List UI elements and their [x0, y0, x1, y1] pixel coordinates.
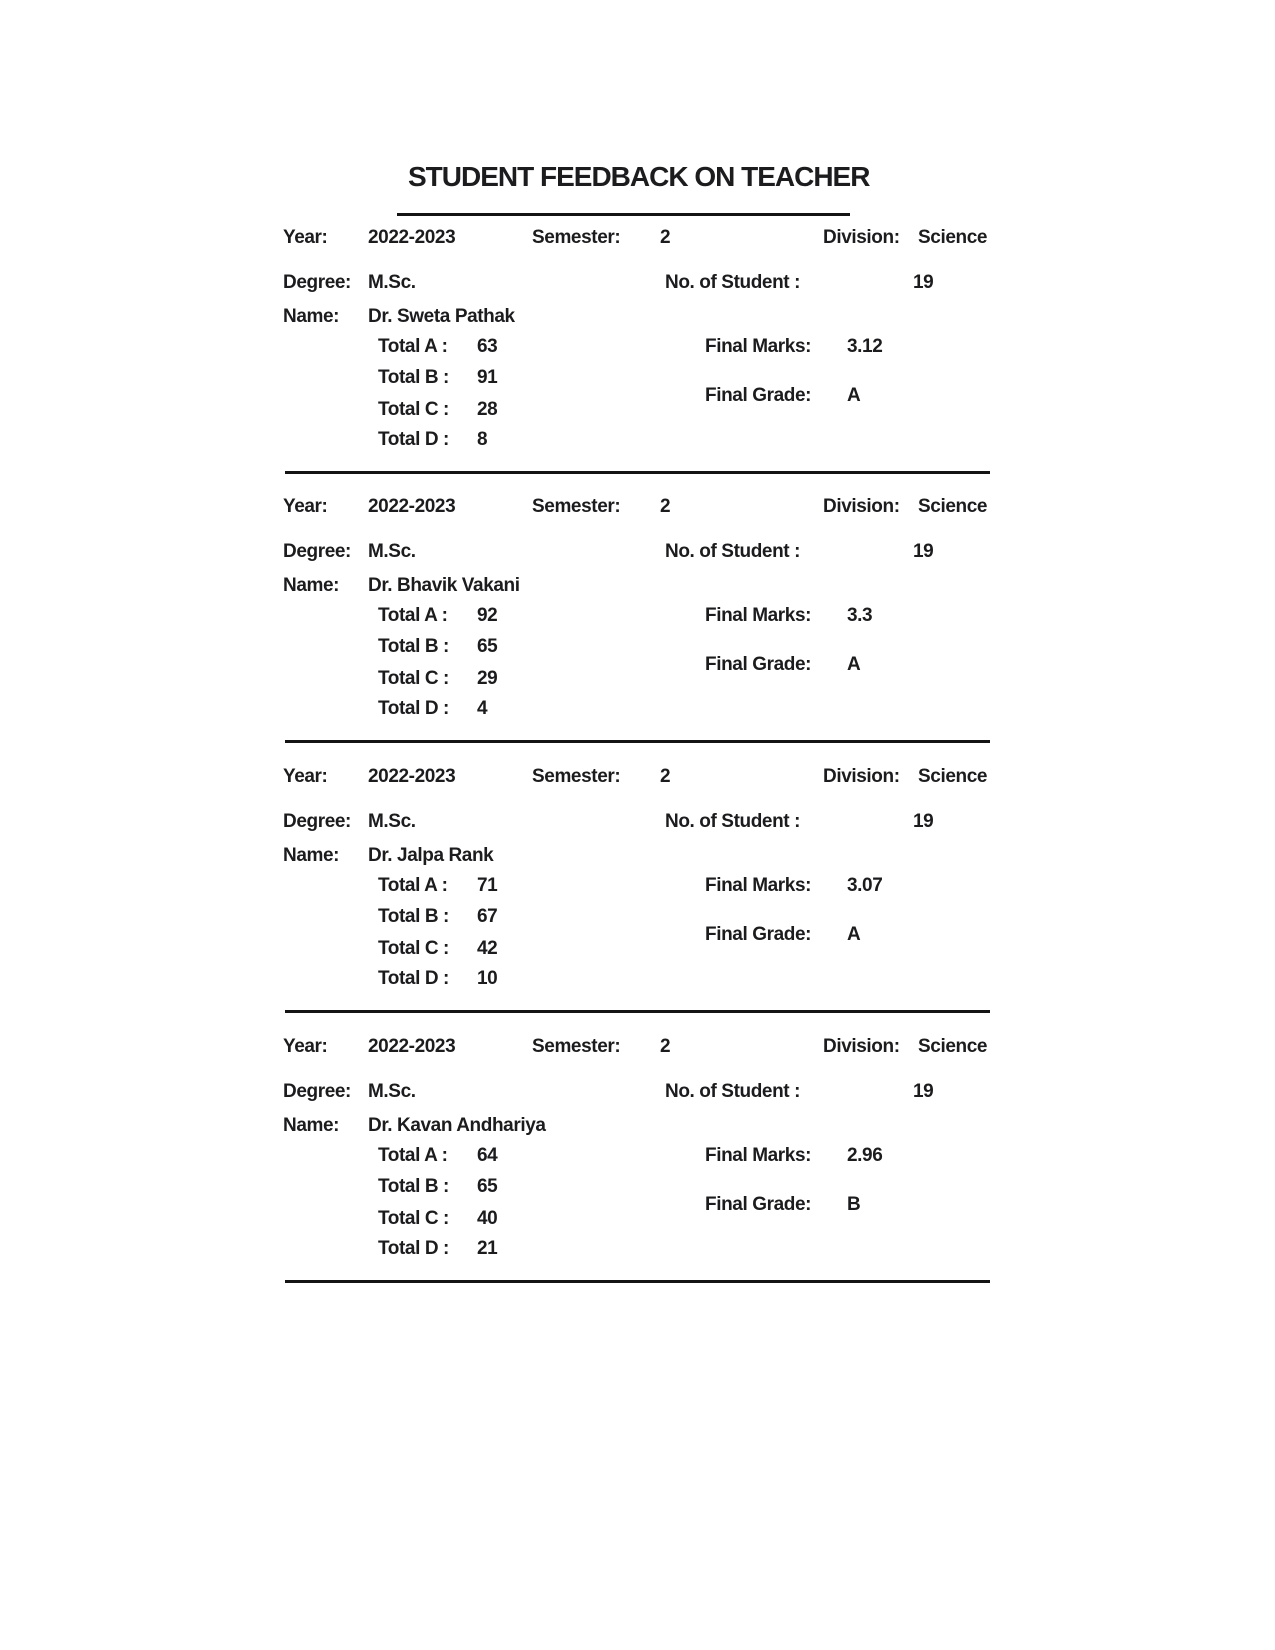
final-marks-value: 3.3 [847, 605, 873, 626]
total-d-value: 4 [477, 698, 488, 719]
year-label: Year: [283, 496, 328, 517]
total-c-value: 29 [477, 668, 498, 689]
degree-label: Degree: [283, 541, 351, 562]
teacher-feedback-section [0, 228, 1275, 474]
section-divider [285, 471, 990, 474]
total-c-label: Total C : [378, 399, 449, 420]
final-marks-label: Final Marks: [705, 605, 812, 626]
name-label: Name: [283, 575, 340, 596]
total-a-label: Total A : [378, 605, 448, 626]
name-label: Name: [283, 845, 340, 866]
division-value: Science [918, 227, 988, 248]
student-count-label: No. of Student : [665, 811, 801, 832]
final-grade-label: Final Grade: [705, 924, 812, 945]
final-grade-value: A [847, 654, 861, 675]
final-grade-label: Final Grade: [705, 654, 812, 675]
semester-value: 2 [660, 1036, 671, 1057]
name-label: Name: [283, 306, 340, 327]
final-marks-value: 2.96 [847, 1145, 883, 1166]
final-grade-label: Final Grade: [705, 385, 812, 406]
student-count-value: 19 [913, 811, 934, 832]
name-label: Name: [283, 1115, 340, 1136]
division-label: Division: [823, 766, 900, 787]
division-label: Division: [823, 496, 900, 517]
total-b-value: 67 [477, 906, 498, 927]
degree-value: M.Sc. [368, 1081, 416, 1102]
final-marks-value: 3.12 [847, 336, 883, 357]
degree-label: Degree: [283, 1081, 351, 1102]
degree-label: Degree: [283, 811, 351, 832]
year-value: 2022-2023 [368, 1036, 456, 1057]
total-d-label: Total D : [378, 429, 449, 450]
total-a-value: 63 [477, 336, 498, 357]
semester-label: Semester: [532, 1036, 621, 1057]
total-d-value: 10 [477, 968, 498, 989]
student-count-label: No. of Student : [665, 1081, 801, 1102]
year-value: 2022-2023 [368, 766, 456, 787]
total-d-value: 21 [477, 1238, 498, 1259]
total-c-value: 28 [477, 399, 498, 420]
total-d-label: Total D : [378, 698, 449, 719]
section-divider [285, 1280, 990, 1283]
teacher-name: Dr. Bhavik Vakani [368, 575, 520, 596]
total-d-label: Total D : [378, 1238, 449, 1259]
total-a-label: Total A : [378, 875, 448, 896]
section-divider [285, 740, 990, 743]
final-grade-value: A [847, 385, 861, 406]
semester-value: 2 [660, 496, 671, 517]
total-b-label: Total B : [378, 1176, 449, 1197]
total-b-value: 65 [477, 1176, 498, 1197]
degree-value: M.Sc. [368, 541, 416, 562]
total-b-value: 91 [477, 367, 498, 388]
total-a-value: 71 [477, 875, 498, 896]
year-value: 2022-2023 [368, 227, 456, 248]
total-a-value: 64 [477, 1145, 498, 1166]
student-count-label: No. of Student : [665, 541, 801, 562]
year-label: Year: [283, 766, 328, 787]
semester-value: 2 [660, 227, 671, 248]
total-c-value: 40 [477, 1208, 498, 1229]
final-grade-value: B [847, 1194, 861, 1215]
final-marks-label: Final Marks: [705, 875, 812, 896]
total-c-label: Total C : [378, 938, 449, 959]
degree-label: Degree: [283, 272, 351, 293]
page-title: STUDENT FEEDBACK ON TEACHER [408, 161, 870, 192]
semester-label: Semester: [532, 496, 621, 517]
final-marks-value: 3.07 [847, 875, 883, 896]
teacher-name: Dr. Kavan Andhariya [368, 1115, 546, 1136]
degree-value: M.Sc. [368, 272, 416, 293]
total-c-label: Total C : [378, 1208, 449, 1229]
total-c-label: Total C : [378, 668, 449, 689]
student-count-label: No. of Student : [665, 272, 801, 293]
teacher-name: Dr. Sweta Pathak [368, 306, 515, 327]
division-value: Science [918, 496, 988, 517]
teacher-name: Dr. Jalpa Rank [368, 845, 494, 866]
teacher-feedback-section [0, 767, 1275, 1013]
section-divider [285, 1010, 990, 1013]
student-count-value: 19 [913, 272, 934, 293]
semester-label: Semester: [532, 227, 621, 248]
final-grade-label: Final Grade: [705, 1194, 812, 1215]
year-value: 2022-2023 [368, 496, 456, 517]
total-d-label: Total D : [378, 968, 449, 989]
final-marks-label: Final Marks: [705, 1145, 812, 1166]
teacher-feedback-section [0, 497, 1275, 743]
total-a-label: Total A : [378, 1145, 448, 1166]
semester-label: Semester: [532, 766, 621, 787]
total-a-value: 92 [477, 605, 498, 626]
final-grade-value: A [847, 924, 861, 945]
total-a-label: Total A : [378, 336, 448, 357]
total-b-label: Total B : [378, 906, 449, 927]
semester-value: 2 [660, 766, 671, 787]
year-label: Year: [283, 1036, 328, 1057]
total-b-value: 65 [477, 636, 498, 657]
division-value: Science [918, 1036, 988, 1057]
final-marks-label: Final Marks: [705, 336, 812, 357]
total-b-label: Total B : [378, 367, 449, 388]
division-label: Division: [823, 1036, 900, 1057]
student-count-value: 19 [913, 541, 934, 562]
division-value: Science [918, 766, 988, 787]
student-count-value: 19 [913, 1081, 934, 1102]
division-label: Division: [823, 227, 900, 248]
total-b-label: Total B : [378, 636, 449, 657]
total-c-value: 42 [477, 938, 498, 959]
title-underline [397, 213, 850, 216]
degree-value: M.Sc. [368, 811, 416, 832]
teacher-feedback-section [0, 1037, 1275, 1283]
total-d-value: 8 [477, 429, 488, 450]
year-label: Year: [283, 227, 328, 248]
